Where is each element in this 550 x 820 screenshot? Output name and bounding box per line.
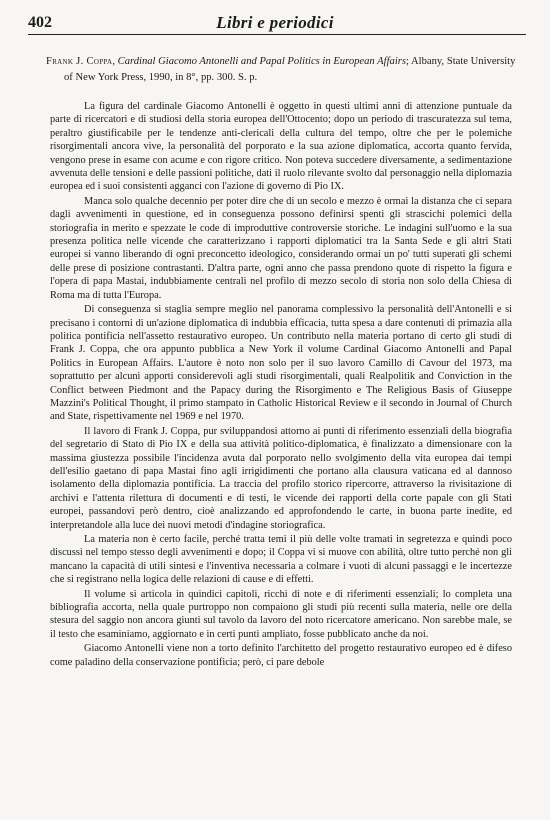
review-body (50, 100, 512, 669)
running-title: Libri e periodici (216, 13, 334, 32)
book-citation (46, 54, 526, 86)
citation-title: Cardinal Giacomo Antonelli and Papal Politics in European Affairs (117, 56, 407, 67)
paragraph: Il lavoro di Frank J. Coppa, pur sviluppandosi attorno ai punti di riferimento essenziali della biografia del segretario di Stato di Pio IX e della sua attività politico-diplomatica, è finalizzato a dimensionare con la massima giustezza possibile l'incidenza avuta dal porporato nello svolgimento della vita europea dai tempi dell'esilio gaetano di papa Mastai fino agli irrigidimenti che portano alla clausura vaticana ed al dannoso isolamento della diplomazia pontificia. La traccia del profilo storico ripercorre, attraverso la rivisitazione di archivi e l'attenta rilettura di documenti e di testi, le vicende dei rapporti della corte papale con gli Stati europei, passandovi però dentro, cioè analizzando ed approfondendo le carte, in buona parte inedite, ed interpretandole alla luce dei nuovi metodi d'indagine storiografica. (50, 425, 512, 531)
page-number: 402 (28, 14, 52, 31)
page-header (28, 12, 522, 40)
citation-separator: , (112, 56, 118, 67)
header-rule (28, 34, 526, 35)
citation-details: ; Albany, State University of New York Press, 1990, in 8°, pp. 300. S. p. (64, 56, 516, 83)
paragraph: Il volume si articola in quindici capitoli, ricchi di note e di riferimenti essenziali; lo completa una bibliografia accorta, nella quale purtroppo non compaiono gli studi più recenti sulla materia, nelle ore della stesura del saggio non ancora giunti sul tavolo da lavoro del noto ricercatore americano. Non sarebbe male, se il testo che esaminiamo, aggiornato e in certi punti ampliato, fosse pubblicato anche da noi. (50, 588, 512, 640)
paragraph: Di conseguenza si staglia sempre meglio nel panorama complessivo la personalità dell'Antonelli e si precisano i contorni di un'azione diplomatica di indubbia efficacia, tutta spesa a dare contenuti di primazia alla politica pontificia nell'assetto restaurativo europeo. Un contributo nella materia portano di certo gli studi di Frank J. Coppa, che ora appunto pubblica a New York il volume Cardinal Giacomo Antonelli and Papal Politics in European Affairs. L'autore è noto non solo per il suo lavoro Camillo di Cavour del 1973, ma soprattutto per alcuni apporti considerevoli agli studi risorgimentali, quali Realpolitik and Conviction in the Conflict between Piedmont and the Papacy during the Risorgimento e The Religious Basis of Giuseppe Mazzini's Political Thought, il primo stampato in Catholic Historical Review e il secondo in Journal of Church and State, rispettivamente nel 1969 e nel 1970. (50, 304, 512, 423)
paragraph: La materia non è certo facile, perché tratta temi il più delle volte tramati in segretezza e quindi poco discussi nel tempo stesso degli avvenimenti e dopo; il Coppa vi si muove con abilità, oltre tutto perché non gli mancano la capacità di utili sintesi e l'inventiva necessaria a colmare i vuoti di alcuni passaggi e le incertezze che si registrano nella logica delle relazioni di cause e di effetti. (50, 534, 512, 586)
paragraph: Manca solo qualche decennio per poter dire che di un secolo e mezzo è ormai la distanza che ci separa dagli avvenimenti in questione, ed in conseguenza possono definirsi spenti gli strascichi polemici della storiografia in merito e spezzate le code di improduttive controversie storiche. Le indagini sull'uomo e la sua presenza politica nelle vicende che caratterizzano i rapporti diplomatici tra la Santa Sede e gli altri Stati europei si vanno liberando di ogni preconcetto ideologico, considerando ormai un po' tutti superati gli schemi delle prese di posizione contrastanti. D'altra parte, ogni anno che passa prendono quote di rispetto la figura e l'opera di papa Mastai, indubbiamente centrali nel profilo di mezzo secolo di storia non solo della Chiesa di Roma ma di tutta l'Europa. (50, 195, 512, 301)
paragraph: La figura del cardinale Giacomo Antonelli è oggetto in questi ultimi anni di attenzione puntuale da parte di ricercatori e di studiosi della storia europea dell'Ottocento; dopo un periodo di trascuratezza sul tema, peraltro giustificabile per le tendenze anti-clericali della cultura del tempo, oltre che per le polemiche risorgimentali ancora vive, la personalità del porporato e la sua azione diplomatica, accorta quanto fervida, vengono prese in esame con acume e con rigore critico. Non poteva succedere diversamente, a sedimentazione avvenuta delle tensioni e delle passioni politiche, dati il ruolo rilevante svolto dal personaggio nella diplomazia europea ed i suoi consistenti agganci con l'azione di governo di Pio IX. (50, 101, 512, 193)
citation-author: Frank J. Coppa (46, 56, 113, 67)
paragraph: Giacomo Antonelli viene non a torto definito l'architetto del progetto restaurativo europeo ed è difeso come paladino della conservazione pontificia; però, ci pare debole (50, 643, 512, 668)
